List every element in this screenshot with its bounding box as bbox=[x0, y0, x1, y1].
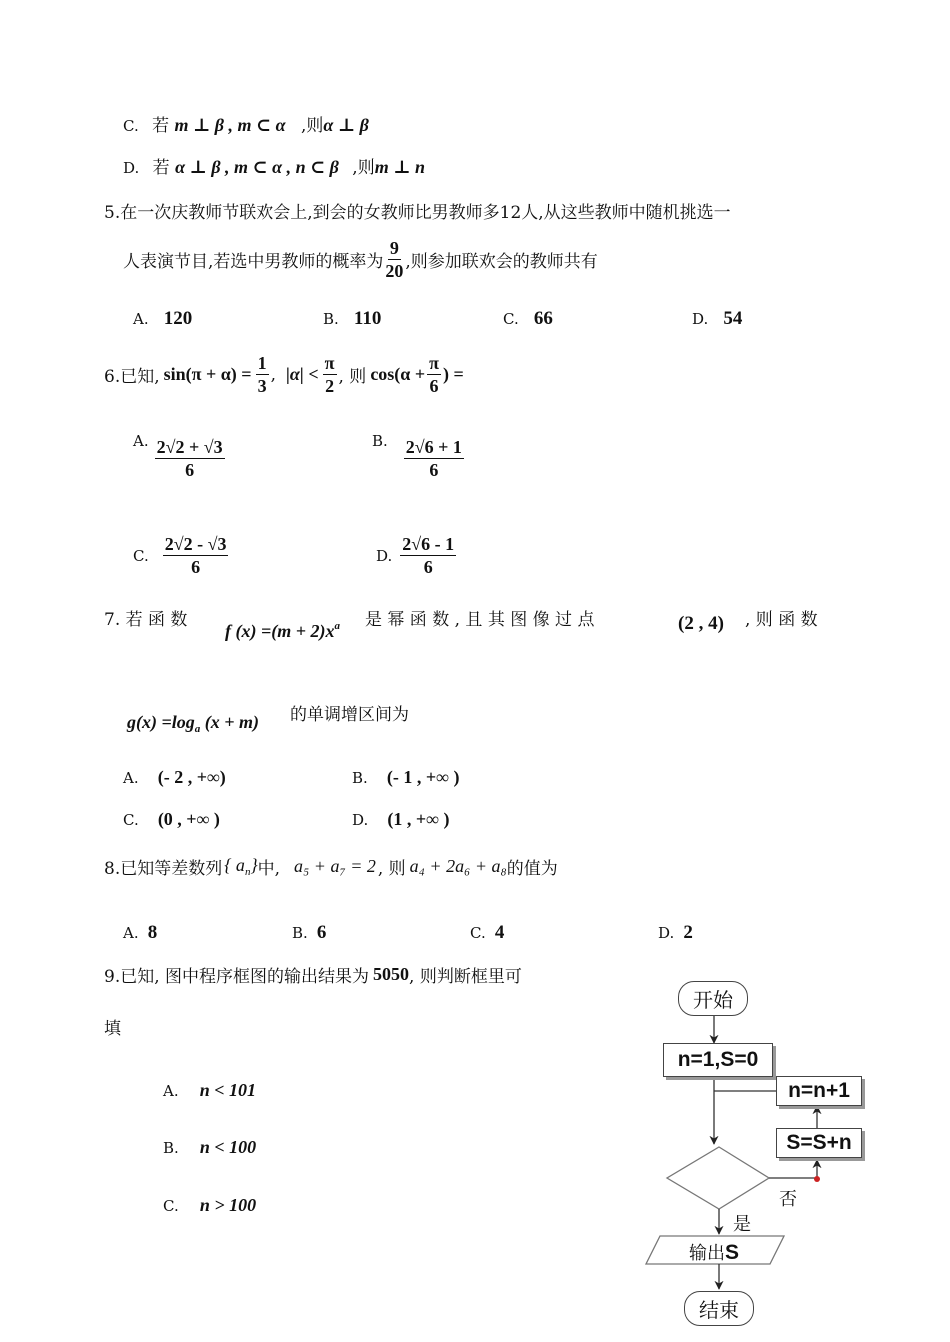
option-label: C. bbox=[123, 117, 139, 135]
option-label: D. bbox=[376, 546, 393, 565]
option-label: D. bbox=[692, 310, 709, 328]
option-value: (0 , +∞ ) bbox=[157, 809, 220, 829]
q7-stem-text-a: 7. 若 函 数 bbox=[104, 610, 188, 630]
option-value: (- 2 , +∞) bbox=[157, 767, 226, 787]
flowchart-start: 开始 bbox=[678, 981, 748, 1016]
option-prefix: 若 bbox=[152, 158, 170, 178]
fraction-denominator: 3 bbox=[257, 376, 267, 396]
fraction-denominator: 6 bbox=[423, 557, 433, 577]
option-value: 6 bbox=[316, 922, 327, 943]
flowchart-init: n=1,S=0 bbox=[663, 1043, 773, 1077]
q6-cos-expression: cos(α + bbox=[370, 364, 426, 384]
flowchart-output bbox=[689, 1239, 739, 1265]
q5-stem-line1: 5.在一次庆教师节联欢会上,到会的女教师比男教师多12人,从这些教师中随机挑选一 bbox=[104, 203, 731, 223]
option-value: (- 1 , +∞ ) bbox=[386, 767, 460, 787]
arrow-no-branch bbox=[769, 1160, 817, 1178]
option-label: A. bbox=[123, 769, 139, 787]
flowchart-accumulate: S=S+n bbox=[776, 1128, 862, 1158]
q8-mid: 中, bbox=[257, 859, 281, 879]
q8-sequence-close: } bbox=[250, 855, 258, 875]
option-value: n < 101 bbox=[199, 1080, 256, 1100]
fraction-numerator: 2√6 + 1 bbox=[405, 437, 462, 457]
fraction-numerator: 2√2 + √3 bbox=[156, 437, 223, 457]
option-value: 66 bbox=[533, 308, 553, 329]
option-condition: m ⊥ β , m ⊂ α bbox=[174, 115, 286, 135]
q6-sin-equation: sin(π + α) = bbox=[163, 364, 252, 384]
q5-stem-text-end: ,则参加联欢会的教师共有 bbox=[405, 252, 598, 272]
option-label: A. bbox=[133, 310, 149, 328]
option-label: B. bbox=[352, 769, 368, 787]
fraction-denominator: 20 bbox=[385, 261, 404, 281]
flowchart-output-var: S bbox=[725, 1241, 740, 1264]
q7-power-function-base: f (x) =(m + 2)x bbox=[225, 621, 335, 641]
fraction-numerator: π bbox=[324, 353, 335, 373]
option-label: A. bbox=[123, 924, 139, 942]
q8-condition: a₅ + a₇ = 2 bbox=[294, 856, 376, 876]
option-value: 120 bbox=[163, 308, 193, 329]
option-label: B. bbox=[323, 310, 339, 328]
option-condition: α ⊥ β , m ⊂ α , n ⊂ β bbox=[175, 157, 339, 177]
fraction-numerator: π bbox=[429, 353, 439, 373]
flowchart-end: 结束 bbox=[684, 1291, 754, 1326]
flowchart-yes-label: 是 bbox=[733, 1214, 751, 1235]
option-label: D. bbox=[123, 159, 140, 177]
fraction-denominator: 6 bbox=[185, 460, 195, 480]
option-label: B. bbox=[372, 432, 388, 450]
q9-output-number: 5050 bbox=[373, 964, 410, 984]
q8-suffix: 的值为 bbox=[506, 859, 558, 879]
q9-stem-line2: 填 bbox=[104, 1019, 121, 1039]
q8-then: , 则 bbox=[377, 859, 406, 879]
q6-then: , 则 bbox=[338, 367, 367, 387]
option-value: (1 , +∞ ) bbox=[387, 809, 450, 829]
option-value: 2 bbox=[683, 922, 693, 943]
option-then: ,则 bbox=[300, 116, 324, 136]
option-value: n < 100 bbox=[199, 1137, 257, 1157]
q7-log-function-lhs: g(x) =log bbox=[127, 712, 195, 732]
option-value: 54 bbox=[723, 308, 743, 329]
q7-point: (2 , 4) bbox=[678, 613, 724, 634]
flowchart-no-label: 否 bbox=[779, 1189, 797, 1210]
q6-abs-condition: |α| < bbox=[285, 364, 319, 384]
fraction-numerator: 9 bbox=[389, 238, 399, 258]
q8-sequence-subscript: n bbox=[244, 866, 251, 878]
q8-prefix: 8.已知等差数列 bbox=[104, 859, 223, 879]
q7-log-base: a bbox=[194, 723, 201, 735]
q7-power-function-exponent: a bbox=[334, 620, 340, 632]
fraction-denominator: 2 bbox=[325, 376, 335, 396]
option-value: 8 bbox=[147, 922, 158, 943]
option-label: C. bbox=[503, 310, 519, 328]
fraction-numerator: 1 bbox=[257, 353, 267, 373]
q8-expression: a₄ + 2a₆ + a₈ bbox=[409, 856, 507, 876]
q5-stem-text: 人表演节目,若选中男教师的概率为 bbox=[123, 252, 384, 272]
fraction-numerator: 2√2 - √3 bbox=[164, 534, 227, 554]
flowchart-output-prefix: 输出 bbox=[689, 1243, 725, 1264]
q9-stem-text: 9.已知, 图中程序框图的输出结果为 bbox=[104, 967, 370, 987]
option-prefix: 若 bbox=[152, 116, 170, 136]
option-then: ,则 bbox=[352, 158, 375, 178]
q7-stem-text-end: 的单调增区间为 bbox=[290, 705, 409, 725]
option-label: B. bbox=[292, 924, 308, 942]
q6-cos-expression-end: ) = bbox=[442, 364, 464, 384]
option-value: n > 100 bbox=[199, 1195, 257, 1215]
q7-stem-text-c: , 则 函 数 bbox=[745, 610, 818, 630]
option-label: B. bbox=[163, 1139, 179, 1157]
q8-sequence-open: { a bbox=[224, 855, 245, 875]
option-label: D. bbox=[658, 924, 675, 942]
q9-stem-text-end: , 则判断框里可 bbox=[409, 967, 522, 987]
q7-log-function-arg: (x + m) bbox=[204, 712, 259, 732]
option-label: A. bbox=[163, 1082, 179, 1100]
option-value: 4 bbox=[494, 922, 505, 943]
option-label: A. bbox=[133, 432, 149, 450]
q6-separator: , bbox=[270, 364, 276, 385]
option-label: C. bbox=[470, 924, 486, 942]
junction-dot bbox=[814, 1176, 820, 1182]
q7-stem-text-b: 是 幂 函 数 , 且 其 图 像 过 点 bbox=[365, 610, 595, 630]
option-label: D. bbox=[352, 811, 369, 829]
option-conclusion: α ⊥ β bbox=[323, 115, 369, 135]
option-value: 110 bbox=[353, 308, 382, 329]
fraction-denominator: 6 bbox=[191, 557, 201, 577]
fraction-denominator: 6 bbox=[429, 460, 439, 480]
option-conclusion: m ⊥ n bbox=[374, 157, 425, 177]
q6-prefix: 6.已知, bbox=[104, 367, 160, 387]
option-label: C. bbox=[133, 546, 149, 565]
fraction-denominator: 6 bbox=[429, 376, 439, 396]
flowchart-increment: n=n+1 bbox=[776, 1076, 862, 1106]
option-label: C. bbox=[123, 811, 139, 829]
decision-diamond bbox=[667, 1147, 769, 1209]
fraction-numerator: 2√6 - 1 bbox=[402, 534, 455, 554]
option-label: C. bbox=[163, 1197, 179, 1215]
